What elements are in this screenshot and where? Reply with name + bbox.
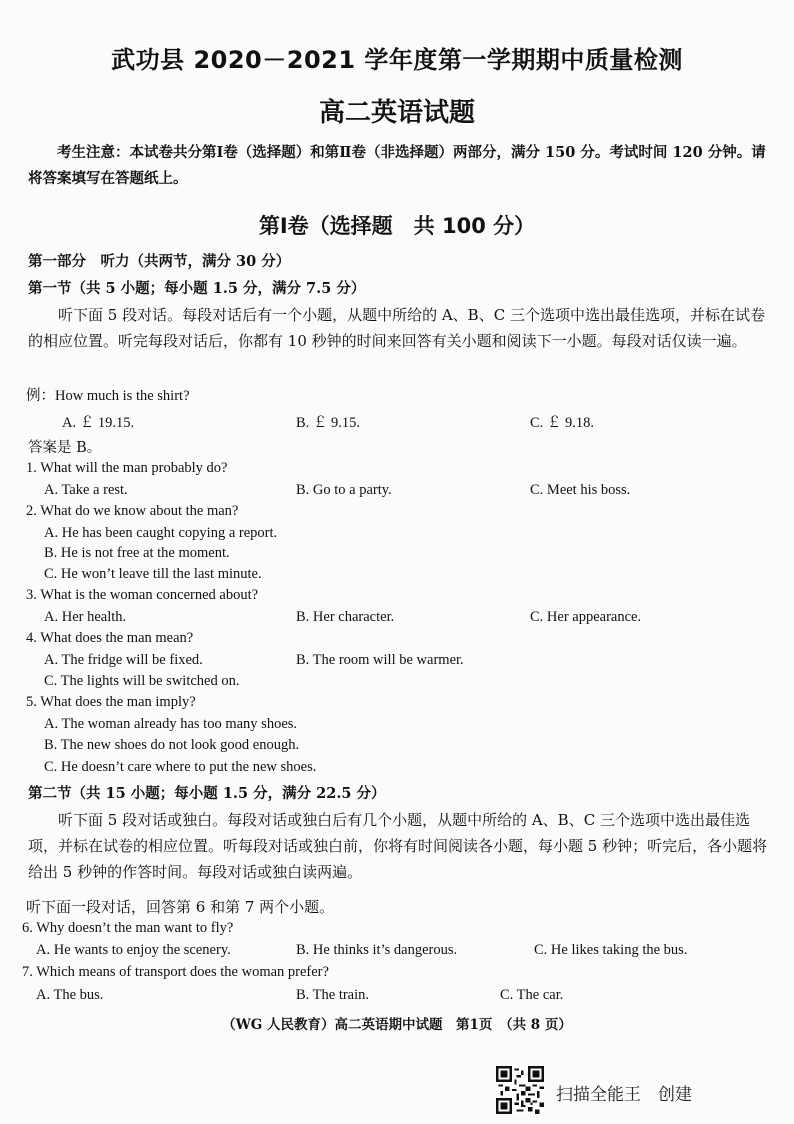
subsection-heading-1: 第一节（共 5 小题；每小题 1.5 分，满分 7.5 分） xyxy=(28,280,366,297)
question-2: 2. What do we know about the man? xyxy=(26,503,239,519)
q6-option-b: B. He thinks it’s dangerous. xyxy=(296,942,458,958)
q2-option-b: B. He is not free at the moment. xyxy=(44,545,230,561)
subsection-heading-2: 第二节（共 15 小题；每小题 1.5 分，满分 22.5 分） xyxy=(28,785,386,802)
example-option-c: C. ￡ 9.18. xyxy=(530,415,595,431)
q6-option-c: C. He likes taking the bus. xyxy=(534,942,688,958)
example-option-b: B. ￡ 9.15. xyxy=(296,415,361,431)
example-option-a: A. ￡ 19.15. xyxy=(62,415,135,431)
q5-option-c: C. He doesn’t care where to put the new shoes. xyxy=(44,759,317,775)
question-7: 7. Which means of transport does the woman prefer? xyxy=(22,964,329,980)
q4-option-c: C. The lights will be switched on. xyxy=(44,673,240,689)
example-answer: 答案是 B。 xyxy=(28,440,102,456)
q7-option-c: C. The car. xyxy=(500,987,564,1003)
instructions-1: 听下面 5 段对话。每段对话后有一个小题，从题中所给的 A、B、C 三个选项中选出最佳选项，并标在试卷的相应位置。听完每段对话后，你都有 10 秒钟的时间来回答有关小题和阅读下一小题。每段对话仅读一遍。 xyxy=(28,306,765,350)
q5-option-b: B. The new shoes do not look good enough. xyxy=(44,737,300,753)
q1-option-a: A. Take a rest. xyxy=(44,482,128,498)
dialog-intro: 听下面一段对话，回答第 6 和第 7 两个小题。 xyxy=(26,898,335,916)
q3-option-c: C. Her appearance. xyxy=(530,609,642,625)
q5-option-a: A. The woman already has too many shoes. xyxy=(44,716,298,732)
qr-code-icon xyxy=(496,1066,544,1114)
part-heading: 第一部分 听力（共两节，满分 30 分） xyxy=(28,253,291,270)
q4-option-a: A. The fridge will be fixed. xyxy=(44,652,203,668)
q7-option-b: B. The train. xyxy=(296,987,370,1003)
question-3: 3. What is the woman concerned about? xyxy=(26,587,259,603)
q3-option-a: A. Her health. xyxy=(44,609,127,625)
question-6: 6. Why doesn’t the man want to fly? xyxy=(22,920,234,936)
q2-option-c: C. He won’t leave till the last minute. xyxy=(44,566,262,582)
q7-option-a: A. The bus. xyxy=(36,987,104,1003)
instructions-2: 听下面 5 段对话或独白。每段对话或独白后有几个小题，从题中所给的 A、B、C 三个选项中选出最佳选项，并标在试卷的相应位置。听每段对话或独白前，你将有时间阅读各小题，每小题 5 秒钟；听完后，各小题将给出 5 秒钟的作答时间。每段对话或独白读两遍。 xyxy=(28,811,768,881)
question-1: 1. What will the man probably do? xyxy=(26,460,228,476)
question-5: 5. What does the man imply? xyxy=(26,694,196,710)
example-question: 例：How much is the shirt? xyxy=(26,388,190,404)
q4-option-b: B. The room will be warmer. xyxy=(296,652,464,668)
q3-option-b: B. Her character. xyxy=(296,609,395,625)
candidate-notice: 考生注意：本试卷共分第Ⅰ卷（选择题）和第Ⅱ卷（非选择题）两部分，满分 150 分。考试时间 120 分钟。请将答案填写在答题纸上。 xyxy=(28,144,766,187)
q1-option-c: C. Meet his boss. xyxy=(530,482,631,498)
question-4: 4. What does the man mean? xyxy=(26,630,194,646)
q6-option-a: A. He wants to enjoy the scenery. xyxy=(36,942,231,958)
scanner-watermark: 扫描全能王 创建 xyxy=(556,1085,692,1105)
q1-option-b: B. Go to a party. xyxy=(296,482,392,498)
q2-option-a: A. He has been caught copying a report. xyxy=(44,525,278,541)
page-footer: （WG 人民教育）高二英语期中试题 第1页 （共 8 页） xyxy=(222,1017,572,1033)
section-title: 第Ⅰ卷（选择题 共 100 分） xyxy=(258,214,536,238)
exam-title: 武功县 2020－2021 学年度第一学期期中质量检测 xyxy=(111,46,683,74)
exam-subtitle: 高二英语试题 xyxy=(318,98,475,128)
